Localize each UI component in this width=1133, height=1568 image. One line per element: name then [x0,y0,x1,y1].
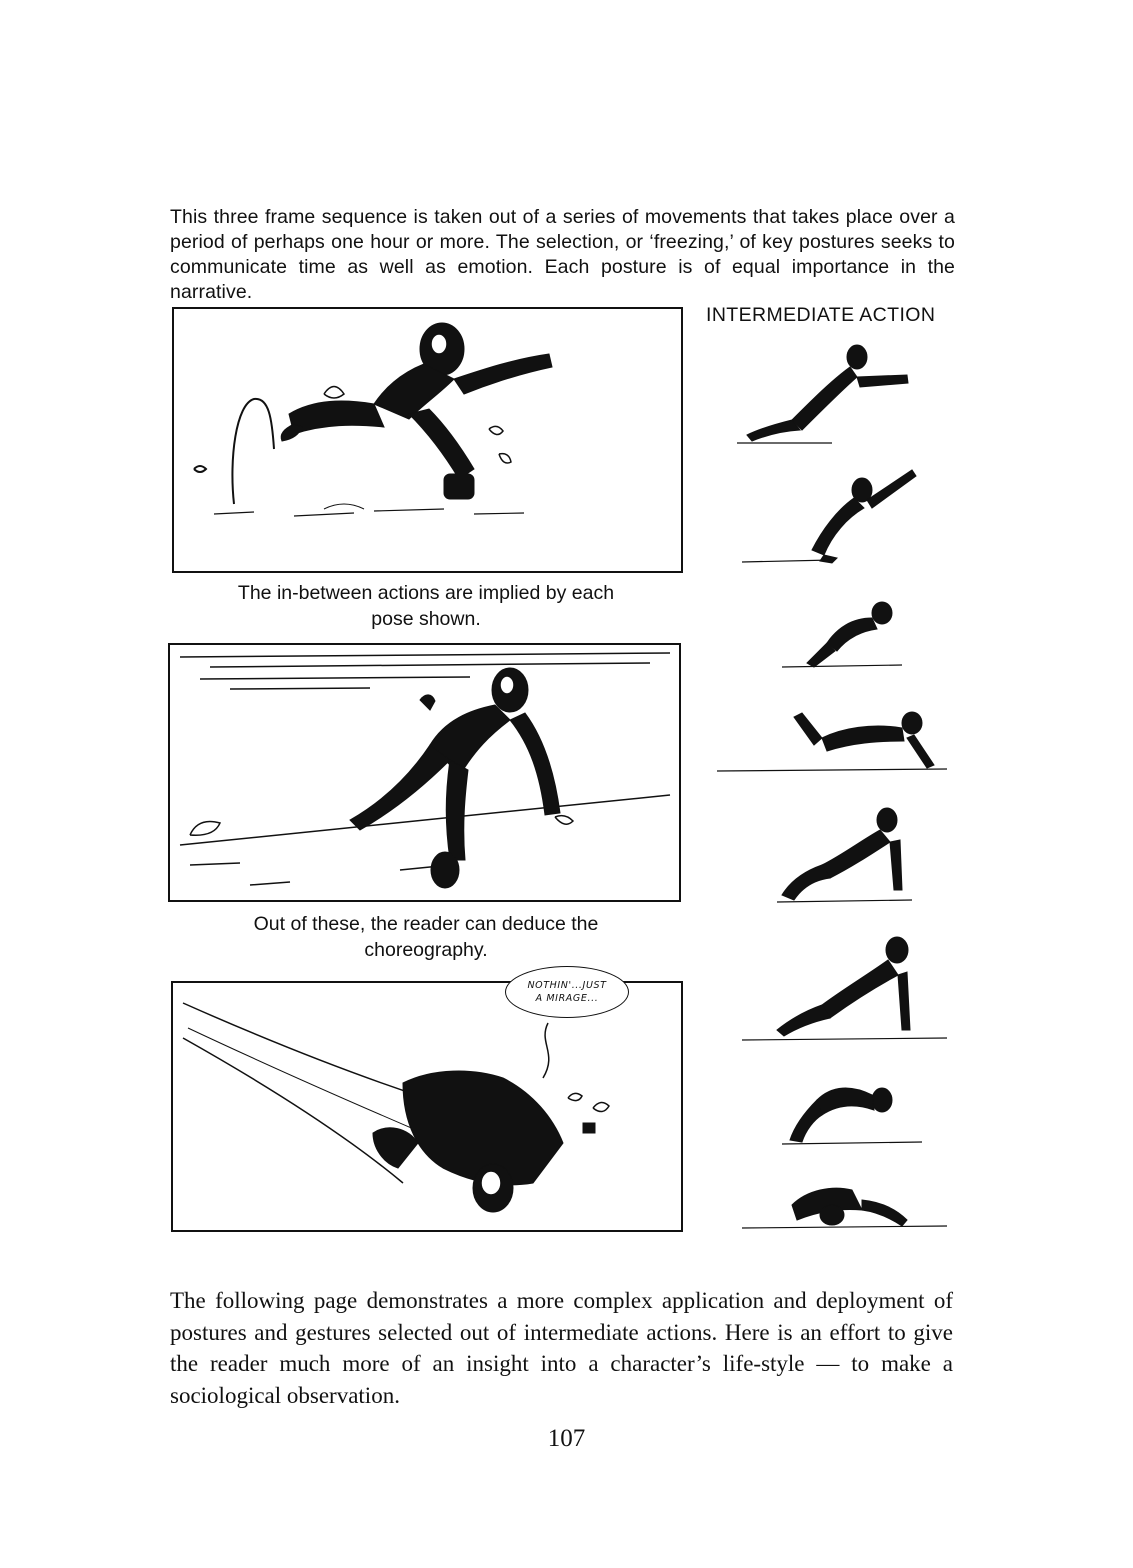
intermediate-pose-2 [712,460,952,570]
intermediate-pose-1 [712,335,952,450]
intro-paragraph: This three frame sequence is taken out of a series of movements that takes place over a period of perhaps one hour or more. The selection, or ‘freezing,’ of key postures seeks to communicate time as well as emotion. Each posture is of equal importance in the narrative. [170,205,955,303]
intermediate-pose-3 [712,593,952,673]
page-number: 107 [547,1425,586,1452]
comic-panel-2 [168,643,681,902]
intermediate-action-heading: INTERMEDIATE ACTION [706,304,936,326]
intermediate-pose-4 [712,693,952,778]
speech-balloon [505,966,629,1018]
comic-panel-1 [172,307,683,573]
intermediate-pose-7 [712,1070,952,1150]
intermediate-pose-5 [712,800,952,905]
speech-balloon-line-2: A MIRAGE... [535,993,599,1004]
intermediate-action-figures [712,335,952,1235]
intermediate-pose-6 [712,930,952,1045]
outro-paragraph: The following page demonstrates a more complex application and deployment of postures and gestures selected out of intermediate actions. Here is an effort to give the reader much more of an insight into a character’s life-style — to make a sociological observation. [170,1288,953,1408]
collapsed-figure-illustration [173,983,681,1230]
running-figure-illustration [174,309,681,571]
caption-deduce-choreography: Out of these, the reader can deduce the choreography. [253,913,599,961]
speech-balloon-line-1: NOTHIN'...JUST [527,980,607,991]
intermediate-pose-8 [712,1170,952,1235]
caption-in-between-actions: The in-between actions are implied by each pose shown. [237,582,615,630]
comic-panel-3 [171,981,683,1232]
crawling-figure-illustration [170,645,679,900]
